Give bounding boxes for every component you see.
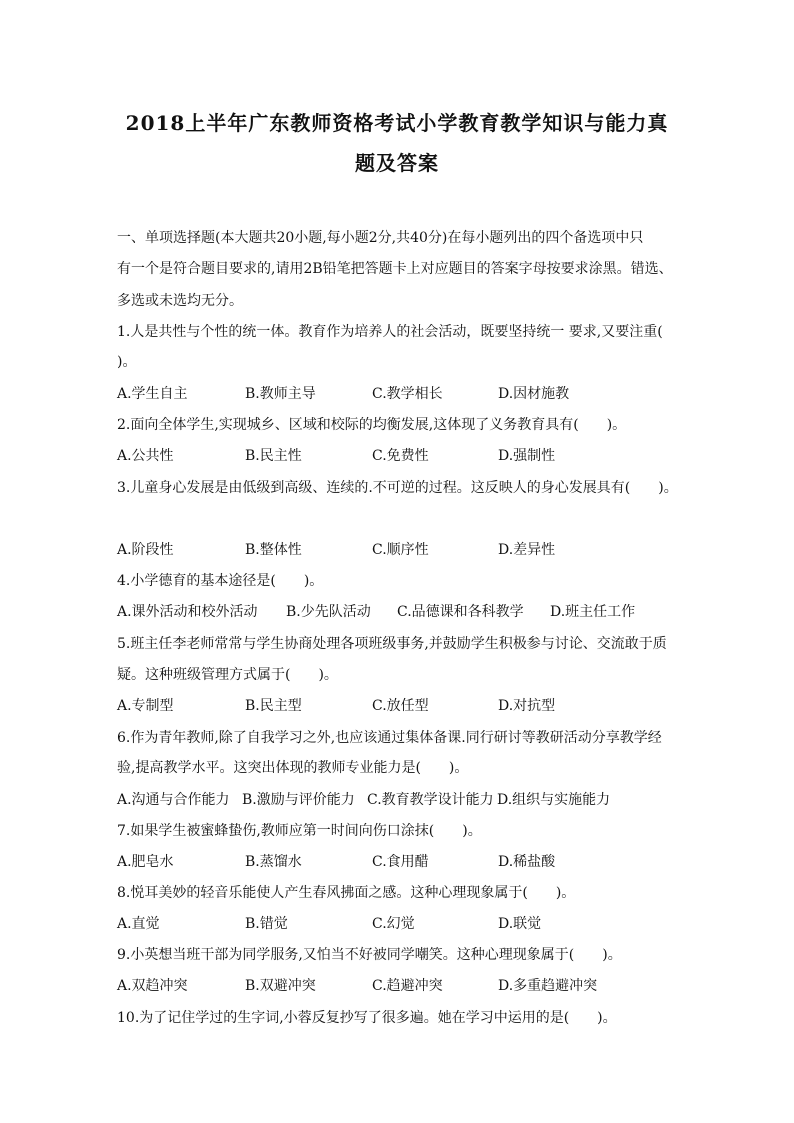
question-7-option-d: D.稀盐酸 bbox=[498, 854, 556, 870]
question-5-option-c: C.放任型 bbox=[372, 698, 429, 714]
question-1-option-c: C.教学相长 bbox=[372, 386, 443, 402]
question-1-option-a: A.学生自主 bbox=[117, 386, 188, 402]
question-4-stem: 4.小学德育的基本途径是( )。 bbox=[117, 573, 324, 589]
question-10-stem: 10.为了记住学过的生字词,小蓉反复抄写了很多遍。她在学习中运用的是( )。 bbox=[117, 1010, 617, 1026]
question-9-option-c: C.趋避冲突 bbox=[372, 978, 443, 994]
question-2-option-b: B.民主性 bbox=[245, 448, 302, 464]
question-9-option-b: B.双避冲突 bbox=[245, 978, 316, 994]
question-3-option-d: D.差异性 bbox=[498, 542, 556, 558]
question-5-stem-cont: 疑。这种班级管理方式属于( )。 bbox=[117, 667, 338, 683]
question-3-stem: 3.儿童身心发展是由低级到高级、连续的.不可逆的过程。这反映人的身心发展具有( )。 bbox=[117, 480, 678, 496]
question-7-option-a: A.肥皂水 bbox=[117, 854, 174, 870]
question-4-option-d: D.班主任工作 bbox=[550, 604, 636, 620]
question-4-option-a: A.课外活动和校外活动 bbox=[117, 604, 258, 620]
question-4-option-b: B.少先队活动 bbox=[286, 604, 371, 620]
question-1-option-d: D.因材施教 bbox=[498, 386, 570, 402]
question-6-option-d: D.组织与实施能力 bbox=[497, 792, 611, 808]
document-title-line-1: 2018上半年广东教师资格考试小学教育教学知识与能力真 bbox=[125, 111, 669, 135]
question-8-option-a: A.直觉 bbox=[117, 916, 160, 932]
question-2-option-d: D.强制性 bbox=[498, 448, 556, 464]
section-heading-line-3: 多选或未选均无分。 bbox=[117, 293, 243, 309]
question-1-stem: 1.人是共性与个性的统一体。教育作为培养人的社会活动，既要坚持统一 要求,又要注重( bbox=[117, 324, 663, 340]
question-2-stem: 2.面向全体学生,实现城乡、区域和校际的均衡发展,这体现了义务教育具有( )。 bbox=[117, 417, 627, 433]
question-8-option-b: B.错觉 bbox=[245, 916, 288, 932]
question-6-option-b: B.激励与评价能力 bbox=[242, 792, 355, 808]
question-3-option-c: C.顺序性 bbox=[372, 542, 429, 558]
question-5-stem: 5.班主任李老师常常与学生协商处理各项班级事务,并鼓励学生积极参与讨论、交流敢于质 bbox=[117, 636, 667, 652]
question-5-option-a: A.专制型 bbox=[117, 698, 174, 714]
question-7-stem: 7.如果学生被蜜蜂蛰伤,教师应第一时间向伤口涂抹( )。 bbox=[117, 823, 482, 839]
question-2-option-c: C.免费性 bbox=[372, 448, 429, 464]
question-7-option-b: B.蒸馏水 bbox=[245, 854, 302, 870]
question-6-option-c: C.教育教学设计能力 bbox=[367, 792, 494, 808]
question-5-option-d: D.对抗型 bbox=[498, 698, 556, 714]
question-9-option-a: A.双趋冲突 bbox=[117, 978, 188, 994]
question-9-option-d: D.多重趋避冲突 bbox=[498, 978, 598, 994]
question-9-stem: 9.小英想当班干部为同学服务,又怕当不好被同学嘲笑。这种心理现象属于( )。 bbox=[117, 947, 622, 963]
question-6-option-a: A.沟通与合作能力 bbox=[117, 792, 230, 808]
question-1-stem-cont: )。 bbox=[117, 354, 137, 370]
question-3-option-b: B.整体性 bbox=[245, 542, 302, 558]
question-4-option-c: C.品德课和各科教学 bbox=[397, 604, 524, 620]
question-5-option-b: B.民主型 bbox=[245, 698, 302, 714]
question-6-stem: 6.作为青年教师,除了自我学习之外,也应该通过集体备课.同行研讨等教研活动分享教学经 bbox=[117, 730, 662, 746]
section-heading-line-1: 一、单项选择题(本大题共20小题,每小题2分,共40分)在每小题列出的四个备选项中只 bbox=[117, 230, 644, 246]
question-2-option-a: A.公共性 bbox=[117, 448, 174, 464]
question-8-stem: 8.悦耳美妙的轻音乐能使人产生春风拂面之感。这种心理现象属于( )。 bbox=[117, 885, 576, 901]
question-8-option-c: C.幻觉 bbox=[372, 916, 415, 932]
question-3-option-a: A.阶段性 bbox=[117, 542, 174, 558]
question-8-option-d: D.联觉 bbox=[498, 916, 542, 932]
question-1-option-b: B.教师主导 bbox=[245, 386, 316, 402]
section-heading-line-2: 有一个是符合题目要求的,请用2B铅笔把答题卡上对应题目的答案字母按要求涂黑。错选、 bbox=[117, 261, 673, 277]
question-6-stem-cont: 验,提高教学水平。这突出体现的教师专业能力是( )。 bbox=[117, 760, 469, 776]
document-title-line-2: 题及答案 bbox=[355, 151, 439, 175]
question-7-option-c: C.食用醋 bbox=[372, 854, 429, 870]
